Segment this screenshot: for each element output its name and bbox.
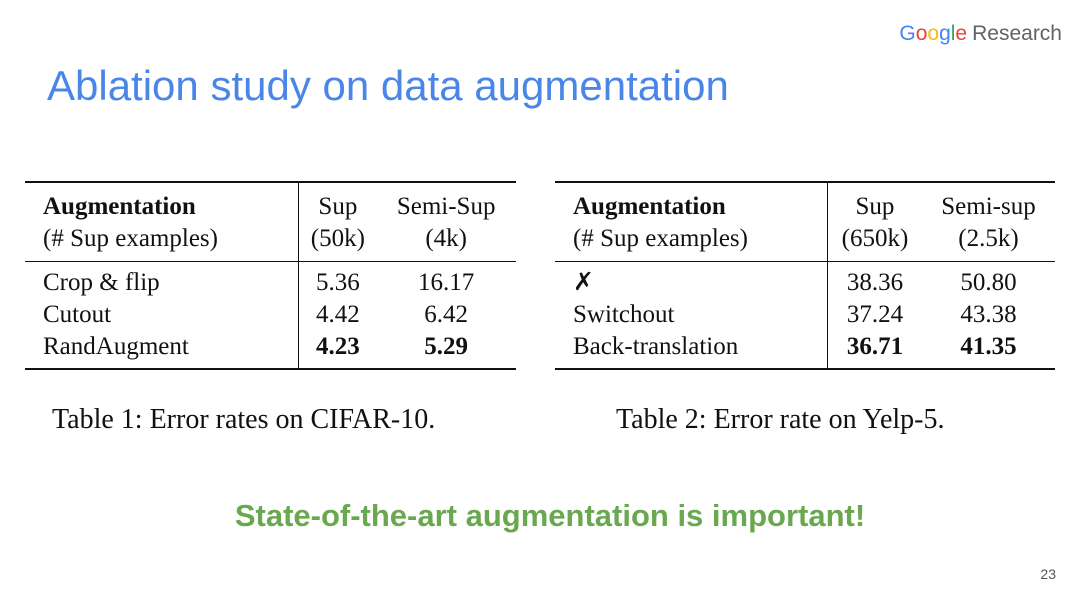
header-sup: Sup	[855, 193, 895, 220]
row-semi-value: 6.42	[424, 301, 469, 328]
header-sup-examples: (# Sup examples)	[573, 225, 748, 252]
table-header-row	[555, 182, 1055, 262]
logo-research-text: Research	[972, 22, 1062, 45]
page-number: 23	[1040, 566, 1056, 582]
row-semi-value: 43.38	[960, 301, 1017, 328]
table2-caption: Table 2: Error rate on Yelp-5.	[616, 404, 945, 435]
row-method: Crop & flip	[25, 262, 299, 300]
row-semi-value-best: 41.35	[960, 333, 1017, 360]
header-augmentation: Augmentation	[573, 193, 726, 220]
table-row	[555, 262, 1055, 300]
header-semi-sup: Semi-sup	[941, 193, 1036, 220]
table1-caption: Table 1: Error rates on CIFAR-10.	[52, 404, 436, 435]
row-semi-value-best: 5.29	[424, 333, 469, 360]
row-semi-value: 16.17	[376, 262, 516, 300]
row-sup-value-best: 4.23	[316, 333, 360, 360]
row-sup-value: 4.42	[316, 301, 360, 328]
tagline: State-of-the-art augmentation is important!	[234, 498, 866, 533]
row-sup-value: 38.36	[827, 262, 922, 300]
table-row	[25, 299, 516, 331]
cifar10-table	[25, 181, 516, 370]
google-research-logo: Google Research	[899, 22, 1062, 45]
header-semi-sup: Semi-Sup	[396, 193, 496, 220]
table-row	[25, 331, 516, 369]
header-semi-sup-count: (2.5k)	[958, 225, 1019, 252]
header-sup: Sup	[318, 193, 358, 220]
header-sup-count: (650k)	[841, 225, 909, 252]
table-row	[25, 262, 516, 300]
row-sup-value: 5.36	[299, 262, 376, 300]
row-method: Back-translation	[555, 331, 827, 369]
yelp5-table	[555, 181, 1055, 370]
slide-title: Ablation study on data augmentation	[47, 62, 729, 109]
row-method: Cutout	[25, 299, 299, 331]
table-header-row	[25, 182, 516, 262]
header-sup-examples: (# Sup examples)	[43, 225, 218, 252]
table-row	[555, 331, 1055, 369]
row-sup-value-best: 36.71	[846, 333, 904, 360]
row-semi-value: 50.80	[922, 262, 1055, 300]
header-sup-count: (50k)	[310, 225, 365, 252]
table-row	[555, 299, 1055, 331]
row-method: RandAugment	[25, 331, 299, 369]
header-semi-sup-count: (4k)	[425, 225, 467, 252]
row-sup-value: 37.24	[846, 301, 904, 328]
row-method: Switchout	[555, 299, 827, 331]
row-method: ✗	[555, 262, 827, 300]
header-augmentation: Augmentation	[43, 193, 196, 220]
